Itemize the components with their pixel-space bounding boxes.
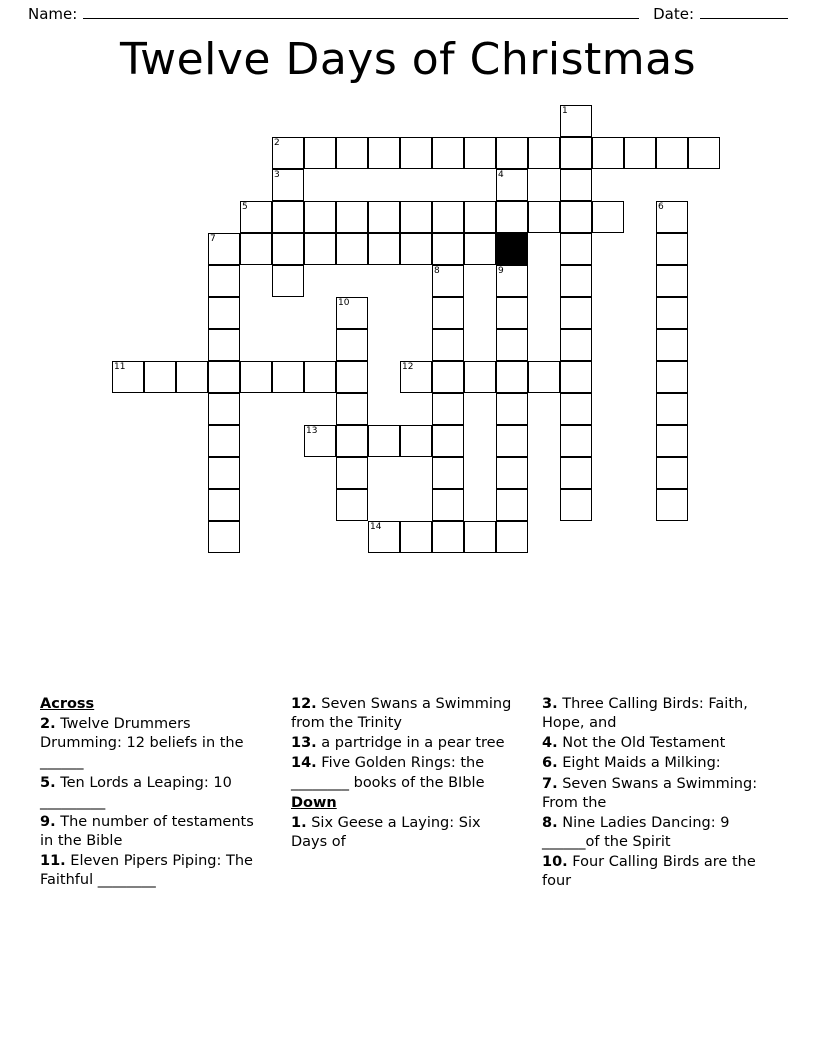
grid-cell[interactable] bbox=[144, 361, 176, 393]
grid-cell[interactable] bbox=[368, 137, 400, 169]
clue-item bbox=[291, 734, 516, 753]
grid-cell[interactable] bbox=[272, 137, 304, 169]
clue-text: Three Calling Birds: Faith, Hope, and bbox=[542, 696, 748, 732]
clue-text: Eleven Pipers Piping: The Faithful ________ bbox=[40, 853, 253, 889]
grid-cell[interactable] bbox=[464, 361, 496, 393]
grid-cell[interactable] bbox=[560, 489, 592, 521]
grid-cell[interactable] bbox=[496, 169, 528, 201]
clue-column bbox=[40, 695, 265, 892]
grid-cell[interactable] bbox=[432, 361, 464, 393]
grid-cell[interactable] bbox=[400, 201, 432, 233]
grid-cell[interactable] bbox=[528, 201, 560, 233]
clue-section-heading: Down bbox=[291, 794, 337, 811]
grid-cell[interactable] bbox=[400, 137, 432, 169]
grid-cell[interactable] bbox=[432, 329, 464, 361]
grid-cell[interactable] bbox=[496, 137, 528, 169]
clues-section bbox=[40, 695, 780, 892]
grid-cell[interactable] bbox=[688, 137, 720, 169]
clue-text: Seven Swans a Swimming from the Trinity bbox=[291, 696, 512, 732]
clue-item bbox=[40, 715, 265, 772]
grid-cell[interactable] bbox=[624, 137, 656, 169]
clue-text: Five Golden Rings: the ________ books of the BIble bbox=[291, 755, 485, 791]
grid-cell[interactable] bbox=[272, 361, 304, 393]
grid-cell[interactable] bbox=[496, 265, 528, 297]
grid-cell[interactable] bbox=[432, 265, 464, 297]
grid-cell[interactable] bbox=[400, 521, 432, 553]
grid-cell[interactable] bbox=[368, 521, 400, 553]
grid-cell[interactable] bbox=[336, 137, 368, 169]
crossword-grid[interactable] bbox=[0, 105, 816, 625]
grid-cell[interactable] bbox=[368, 425, 400, 457]
clue-item bbox=[291, 695, 516, 733]
clue-text: Ten Lords a Leaping: 10 _________ bbox=[40, 774, 232, 810]
clue-item bbox=[542, 695, 767, 733]
grid-cell-number: 5 bbox=[242, 202, 248, 212]
grid-cell[interactable] bbox=[432, 457, 464, 489]
grid-cell[interactable] bbox=[272, 233, 304, 265]
grid-cell[interactable] bbox=[208, 457, 240, 489]
grid-cell[interactable] bbox=[208, 521, 240, 553]
grid-cell[interactable] bbox=[208, 297, 240, 329]
grid-cell[interactable] bbox=[336, 201, 368, 233]
grid-cell[interactable] bbox=[432, 233, 464, 265]
grid-cell-number: 2 bbox=[274, 138, 280, 148]
clue-number: 7. bbox=[542, 775, 558, 792]
grid-cell[interactable] bbox=[368, 233, 400, 265]
grid-cell[interactable] bbox=[560, 137, 592, 169]
clue-section-heading: Across bbox=[40, 696, 95, 712]
grid-cell[interactable] bbox=[208, 265, 240, 297]
grid-cell[interactable] bbox=[560, 393, 592, 425]
clue-item bbox=[542, 814, 767, 852]
clue-text: Four Calling Birds are the four bbox=[542, 854, 756, 890]
grid-cell[interactable] bbox=[400, 233, 432, 265]
clue-text: Nine Ladies Dancing: 9 ______of the Spirit bbox=[542, 814, 730, 850]
grid-cell[interactable] bbox=[208, 393, 240, 425]
grid-cell[interactable] bbox=[336, 393, 368, 425]
grid-cell[interactable] bbox=[560, 265, 592, 297]
grid-cell[interactable] bbox=[560, 425, 592, 457]
grid-cell[interactable] bbox=[336, 425, 368, 457]
grid-cell[interactable] bbox=[464, 521, 496, 553]
grid-cell[interactable] bbox=[560, 233, 592, 265]
grid-cell[interactable] bbox=[560, 105, 592, 137]
grid-cell[interactable] bbox=[272, 201, 304, 233]
grid-cell[interactable] bbox=[496, 457, 528, 489]
grid-cell[interactable] bbox=[176, 361, 208, 393]
grid-cell[interactable] bbox=[336, 329, 368, 361]
grid-cell[interactable] bbox=[496, 521, 528, 553]
grid-cell[interactable] bbox=[208, 489, 240, 521]
clue-number: 11. bbox=[40, 853, 66, 869]
grid-cell[interactable] bbox=[560, 169, 592, 201]
grid-cell[interactable] bbox=[592, 201, 624, 233]
grid-cell[interactable] bbox=[304, 201, 336, 233]
grid-cell[interactable] bbox=[240, 201, 272, 233]
grid-cell[interactable] bbox=[496, 201, 528, 233]
grid-cell-blocked bbox=[496, 233, 528, 265]
grid-cell[interactable] bbox=[656, 297, 688, 329]
grid-cell[interactable] bbox=[272, 265, 304, 297]
grid-cell[interactable] bbox=[464, 137, 496, 169]
grid-cell[interactable] bbox=[656, 361, 688, 393]
grid-cell-number: 9 bbox=[498, 266, 504, 276]
grid-cell[interactable] bbox=[656, 265, 688, 297]
clue-number: 12. bbox=[291, 696, 317, 712]
grid-cell-number: 11 bbox=[114, 362, 126, 372]
grid-cell-number: 6 bbox=[658, 202, 664, 212]
grid-cell[interactable] bbox=[208, 329, 240, 361]
grid-cell-number: 3 bbox=[274, 170, 280, 180]
grid-cell[interactable] bbox=[112, 361, 144, 393]
grid-cell[interactable] bbox=[304, 361, 336, 393]
clue-item bbox=[40, 774, 265, 812]
grid-cell[interactable] bbox=[208, 233, 240, 265]
grid-cell[interactable] bbox=[656, 329, 688, 361]
grid-cell[interactable] bbox=[496, 297, 528, 329]
grid-cell[interactable] bbox=[496, 489, 528, 521]
grid-cell[interactable] bbox=[208, 361, 240, 393]
grid-cell[interactable] bbox=[560, 297, 592, 329]
grid-cell[interactable] bbox=[240, 233, 272, 265]
grid-cell[interactable] bbox=[432, 137, 464, 169]
grid-cell[interactable] bbox=[496, 361, 528, 393]
grid-cell[interactable] bbox=[368, 201, 400, 233]
grid-cell[interactable] bbox=[560, 361, 592, 393]
grid-cell-number: 10 bbox=[338, 298, 350, 308]
grid-cell[interactable] bbox=[240, 361, 272, 393]
clue-text: Eight Maids a Milking: bbox=[557, 755, 721, 772]
clue-number: 1. bbox=[291, 814, 307, 831]
clue-number: 13. bbox=[291, 735, 317, 752]
clue-text: Seven Swans a Swimming: From the bbox=[542, 775, 758, 811]
page-title: Twelve Days of Christmas bbox=[119, 34, 696, 85]
grid-cell[interactable] bbox=[656, 201, 688, 233]
grid-cell[interactable] bbox=[560, 329, 592, 361]
grid-cell[interactable] bbox=[336, 489, 368, 521]
grid-cell[interactable] bbox=[336, 361, 368, 393]
grid-cell[interactable] bbox=[432, 393, 464, 425]
grid-cell-number: 8 bbox=[434, 266, 440, 276]
grid-cell[interactable] bbox=[432, 201, 464, 233]
grid-cell[interactable] bbox=[656, 489, 688, 521]
name-label: Name: bbox=[28, 5, 78, 23]
clue-text: Not the Old Testament bbox=[557, 735, 726, 752]
clue-item bbox=[542, 754, 767, 773]
grid-cell[interactable] bbox=[208, 425, 240, 457]
grid-cell[interactable] bbox=[656, 393, 688, 425]
grid-cell[interactable] bbox=[656, 137, 688, 169]
grid-cell-number: 13 bbox=[306, 426, 318, 436]
grid-cell[interactable] bbox=[304, 233, 336, 265]
grid-cell[interactable] bbox=[432, 297, 464, 329]
grid-cell[interactable] bbox=[560, 457, 592, 489]
clue-number: 6. bbox=[542, 755, 558, 772]
clue-item bbox=[40, 813, 265, 851]
clue-text: The number of testaments in the Bible bbox=[40, 813, 254, 849]
grid-cell[interactable] bbox=[496, 425, 528, 457]
grid-cell-number: 7 bbox=[210, 234, 216, 244]
grid-cell[interactable] bbox=[496, 393, 528, 425]
grid-cell[interactable] bbox=[528, 361, 560, 393]
grid-cell[interactable] bbox=[496, 329, 528, 361]
grid-cell[interactable] bbox=[272, 169, 304, 201]
clue-column bbox=[291, 695, 516, 892]
clue-item bbox=[542, 734, 767, 753]
clue-item bbox=[291, 814, 516, 852]
clue-number: 14. bbox=[291, 755, 317, 772]
grid-cell-number: 12 bbox=[402, 362, 414, 372]
clue-number: 5. bbox=[40, 774, 56, 791]
grid-cell-number: 14 bbox=[370, 522, 382, 532]
grid-cell[interactable] bbox=[432, 489, 464, 521]
clue-item bbox=[40, 852, 265, 890]
clue-text: Six Geese a Laying: Six Days of bbox=[291, 814, 481, 850]
grid-cell-number: 1 bbox=[562, 106, 568, 116]
grid-cell[interactable] bbox=[432, 425, 464, 457]
date-label: Date: bbox=[653, 5, 694, 23]
clue-number: 9. bbox=[40, 813, 56, 830]
grid-cell[interactable] bbox=[656, 425, 688, 457]
grid-cell[interactable] bbox=[400, 425, 432, 457]
date-write-line[interactable] bbox=[700, 6, 788, 19]
grid-cell[interactable] bbox=[560, 201, 592, 233]
clue-number: 8. bbox=[542, 814, 558, 831]
grid-cell[interactable] bbox=[464, 233, 496, 265]
grid-cell[interactable] bbox=[304, 137, 336, 169]
clue-column bbox=[542, 695, 767, 892]
grid-cell[interactable] bbox=[304, 425, 336, 457]
clue-text: a partridge in a pear tree bbox=[316, 735, 505, 752]
clue-item bbox=[542, 775, 767, 813]
clue-item bbox=[542, 853, 767, 891]
grid-cell[interactable] bbox=[656, 457, 688, 489]
grid-cell[interactable] bbox=[336, 457, 368, 489]
grid-cell[interactable] bbox=[432, 521, 464, 553]
grid-cell[interactable] bbox=[528, 137, 560, 169]
clue-number: 3. bbox=[542, 696, 558, 712]
grid-cell[interactable] bbox=[336, 233, 368, 265]
grid-cell[interactable] bbox=[656, 233, 688, 265]
grid-cell[interactable] bbox=[336, 297, 368, 329]
grid-cell-number: 4 bbox=[498, 170, 504, 180]
clue-number: 2. bbox=[40, 716, 56, 733]
grid-cell[interactable] bbox=[592, 137, 624, 169]
clue-text: Twelve Drummers Drumming: 12 beliefs in the ______ bbox=[40, 716, 244, 771]
grid-cell[interactable] bbox=[464, 201, 496, 233]
clue-item bbox=[291, 754, 516, 792]
clue-number: 10. bbox=[542, 854, 568, 870]
name-write-line[interactable] bbox=[83, 6, 639, 19]
clue-number: 4. bbox=[542, 735, 558, 752]
name-date-header bbox=[0, 0, 816, 28]
grid-cell[interactable] bbox=[400, 361, 432, 393]
